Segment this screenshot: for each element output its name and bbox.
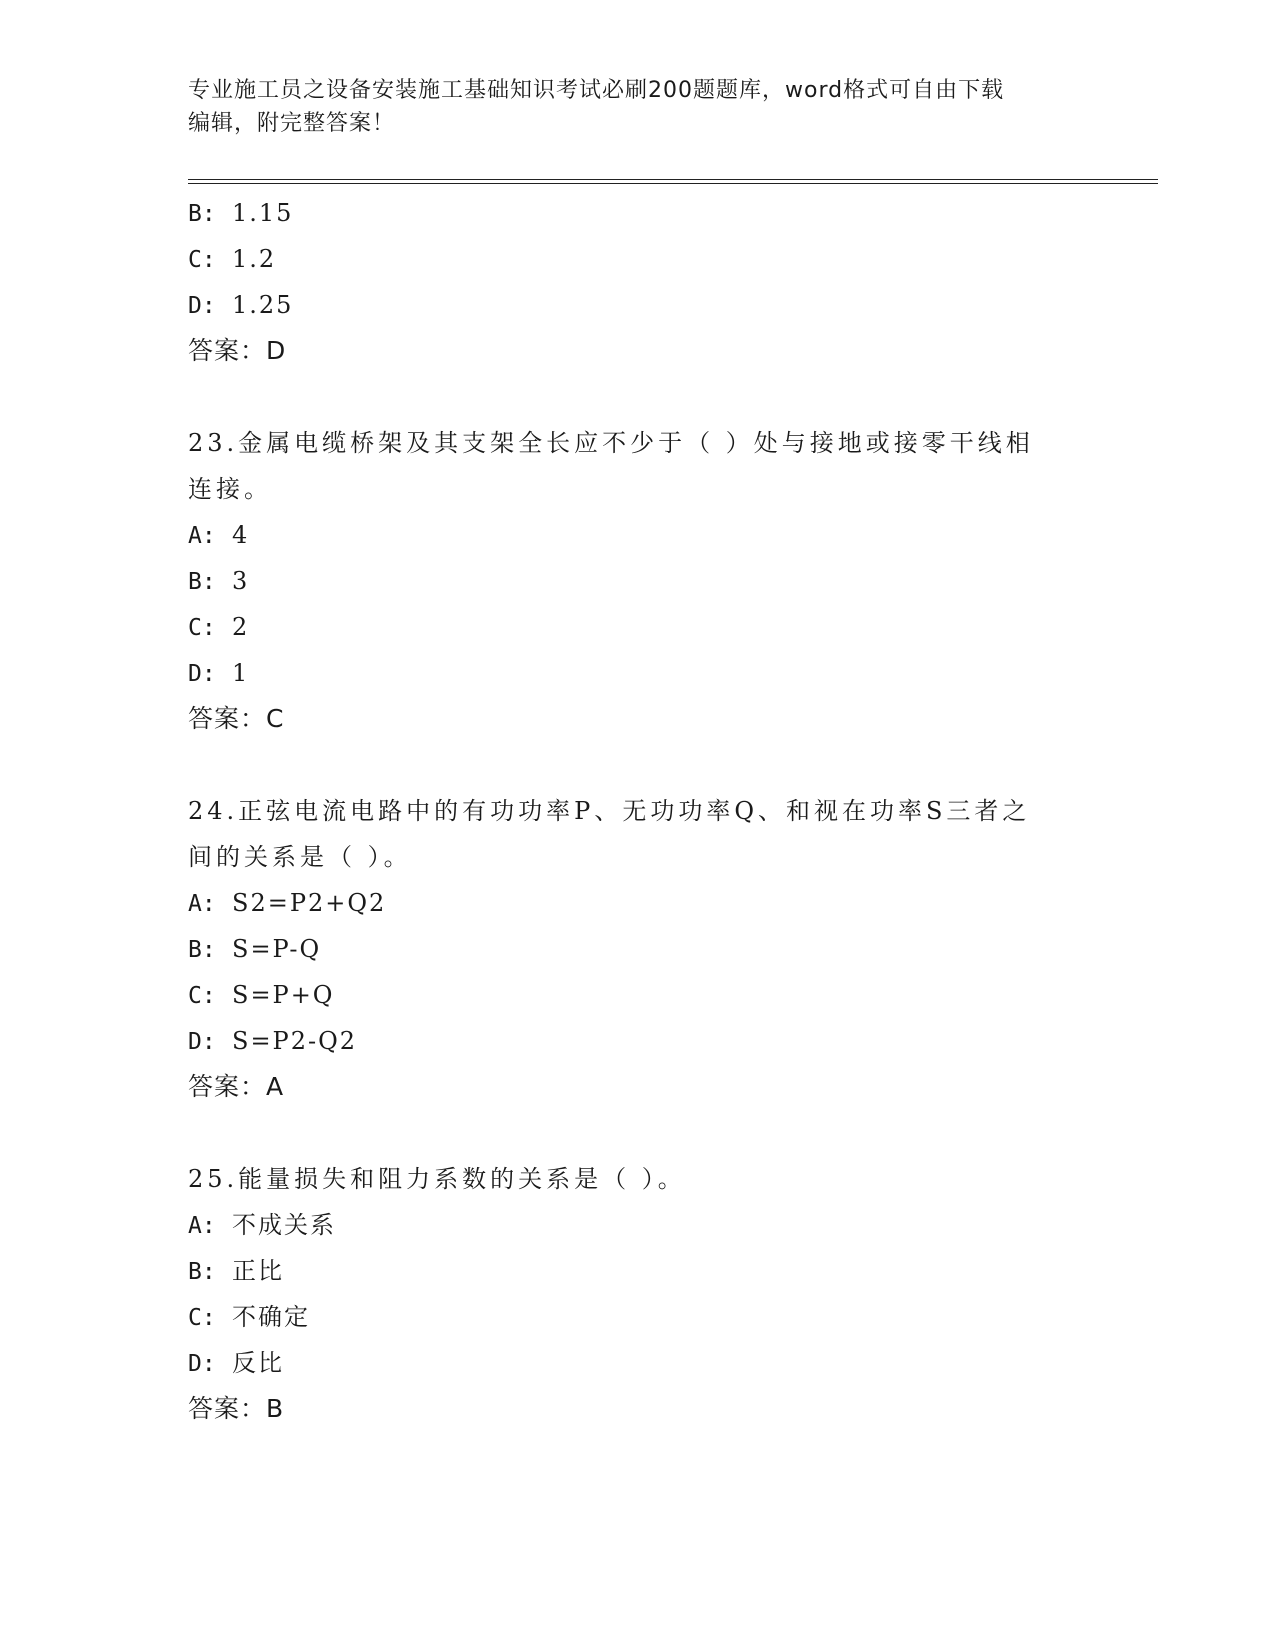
answer-line: 答案：B — [188, 1394, 285, 1423]
option-d — [188, 1340, 1088, 1386]
option-b — [188, 926, 1088, 972]
question-stem-line-2: 间的关系是（ ）。 — [188, 843, 412, 871]
option-b — [188, 558, 1088, 604]
option-label: B: — [188, 569, 216, 595]
option-text: 2 — [232, 613, 250, 641]
option-d — [188, 650, 1088, 696]
option-label: D: — [188, 1351, 216, 1377]
question-25 — [188, 1156, 1088, 1432]
answer-line: 答案：C — [188, 704, 285, 733]
header-divider-bottom — [188, 183, 1158, 184]
option-text: 1.15 — [232, 199, 294, 227]
option-text: 4 — [232, 521, 250, 549]
option-c — [188, 972, 1088, 1018]
question-stem — [188, 1156, 1068, 1202]
spacer — [188, 742, 1088, 788]
question-stem-line-2: 连接。 — [188, 475, 272, 503]
option-text: 不确定 — [232, 1303, 310, 1331]
option-label: D: — [188, 1029, 216, 1055]
question-23 — [188, 420, 1088, 742]
question-stem-line-1: 25.能量损失和阻力系数的关系是（ ）。 — [188, 1165, 686, 1193]
option-b — [188, 190, 1088, 236]
option-text: 3 — [232, 567, 250, 595]
option-text: 反比 — [232, 1349, 284, 1377]
option-label: C: — [188, 983, 216, 1009]
option-text: 1.25 — [232, 291, 294, 319]
question-stem — [188, 420, 1068, 512]
option-text: S2=P2+Q2 — [232, 889, 387, 917]
option-text: 不成关系 — [232, 1211, 336, 1239]
option-label: A: — [188, 891, 216, 917]
option-text: 1 — [232, 659, 250, 687]
option-a — [188, 512, 1088, 558]
option-label: C: — [188, 615, 216, 641]
option-label: C: — [188, 1305, 216, 1331]
answer-line: 答案：A — [188, 1072, 285, 1101]
option-c — [188, 236, 1088, 282]
option-text: S=P2-Q2 — [232, 1027, 358, 1055]
question-22-continued — [188, 190, 1088, 374]
header-line-2: 编辑，附完整答案！ — [188, 111, 396, 136]
option-label: D: — [188, 293, 216, 319]
option-a — [188, 1202, 1088, 1248]
option-c — [188, 1294, 1088, 1340]
answer-line: 答案：D — [188, 336, 287, 365]
option-text: 1.2 — [232, 245, 277, 273]
option-label: D: — [188, 661, 216, 687]
question-24 — [188, 788, 1088, 1110]
option-a — [188, 880, 1088, 926]
header-line-1: 专业施工员之设备安装施工基础知识考试必刷200题题库，word格式可自由下载 — [188, 78, 1005, 103]
document-header — [188, 74, 1068, 140]
option-label: B: — [188, 937, 216, 963]
spacer — [188, 1110, 1088, 1156]
option-d — [188, 282, 1088, 328]
option-b — [188, 1248, 1088, 1294]
option-label: A: — [188, 523, 216, 549]
header-divider-top — [188, 179, 1158, 180]
spacer — [188, 374, 1088, 420]
option-text: S=P-Q — [232, 935, 322, 963]
question-stem — [188, 788, 1068, 880]
option-label: B: — [188, 201, 216, 227]
question-stem-line-1: 24.正弦电流电路中的有功功率P、无功功率Q、和视在功率S三者之 — [188, 797, 1031, 825]
option-d — [188, 1018, 1088, 1064]
option-label: B: — [188, 1259, 216, 1285]
option-text: 正比 — [232, 1257, 284, 1285]
option-label: C: — [188, 247, 216, 273]
option-label: A: — [188, 1213, 216, 1239]
question-list — [188, 190, 1088, 1432]
option-text: S=P+Q — [232, 981, 335, 1009]
option-c — [188, 604, 1088, 650]
question-stem-line-1: 23.金属电缆桥架及其支架全长应不少于（ ）处与接地或接零干线相 — [188, 429, 1034, 457]
